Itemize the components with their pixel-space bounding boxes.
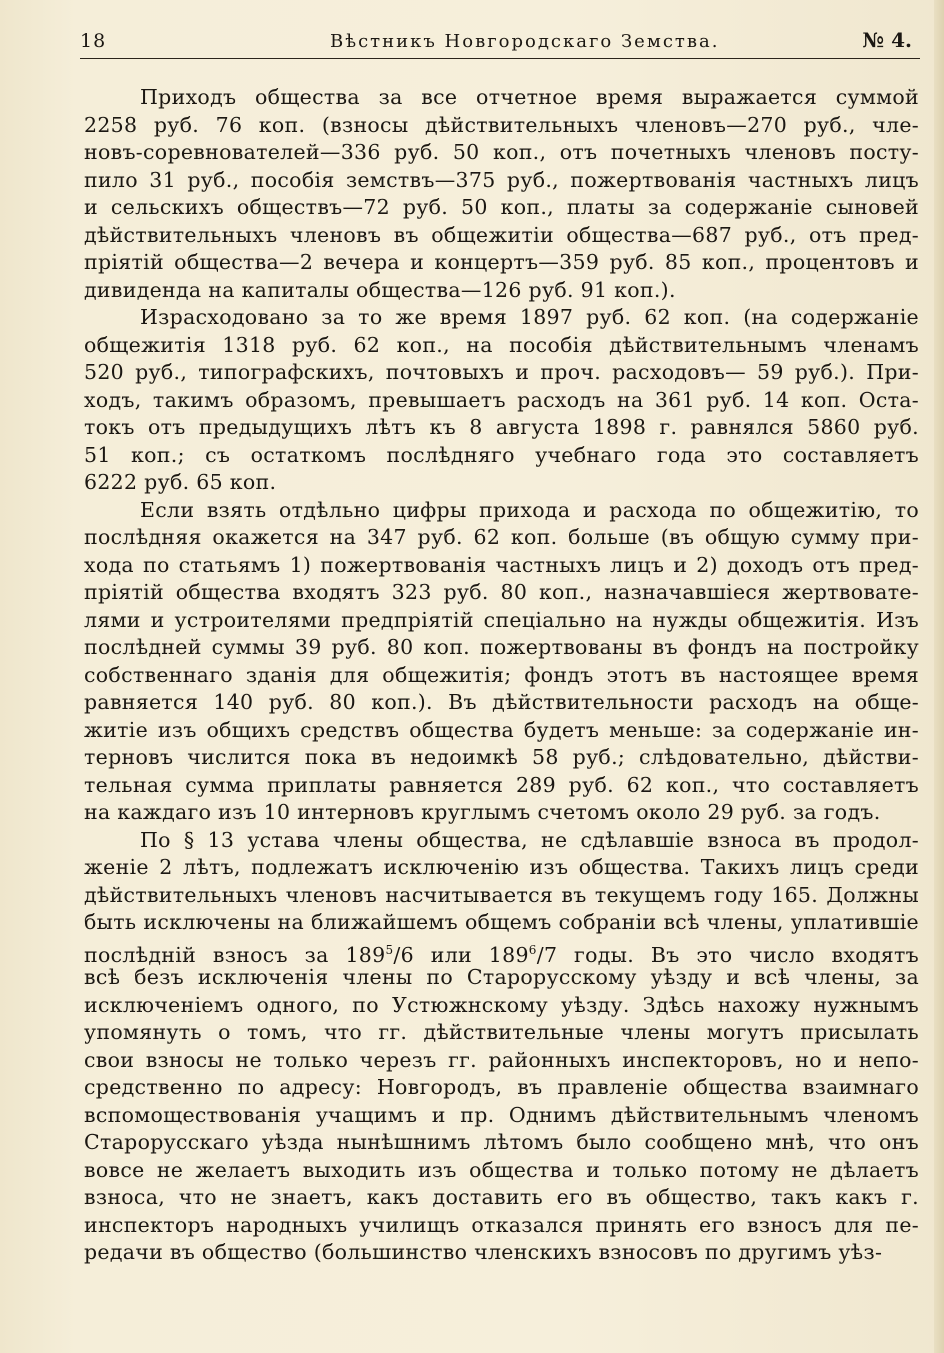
paragraph [84,304,919,497]
text-line: пріятій общества входятъ 323 руб. 80 коп., назначавшіеся жертвовате- [84,580,919,604]
text-line: 51 коп.; съ остаткомъ послѣдняго учебнаго года это составляетъ [84,442,919,467]
superscript: 5 [385,942,394,957]
text-line: средственно по адресу: Новгородъ, въ правленіе общества взаимнаго [84,1075,919,1099]
text-line: 2258 руб. 76 коп. (взносы дѣйствительныхъ членовъ—270 руб., чле- [84,112,919,137]
text-line: собственнаго зданія для общежитія; фондъ этотъ въ настоящее время [84,662,919,687]
text-line: свои взносы не только черезъ гг. районныхъ инспекторовъ, но и непо- [84,1047,919,1072]
paragraph [84,827,919,1267]
text-line: Израсходовано за то же время 1897 руб. 62 коп. (на содержаніе [140,305,919,329]
text-line: женіе 2 лѣтъ, подлежатъ исключенію изъ общества. Такихъ лицъ среди [84,855,919,879]
text-line: Если взять отдѣльно цифры прихода и расхода по общежитію, то [140,497,919,522]
text-line [84,937,919,965]
text-line: житіе изъ общихъ средствъ общества будетъ меньше: за содержаніе ин- [84,717,919,742]
text-line: терновъ числится пока въ недоимкѣ 58 руб.; слѣдовательно, дѣйстви- [84,745,919,769]
text-fragment: послѣдній взносъ за 189 [84,942,386,967]
running-header [80,28,918,56]
text-line: пріятій общества—2 вечера и концертъ—359 руб. 85 коп., процентовъ и [84,250,919,274]
text-line: редачи въ общество (большинство членскихъ взносовъ по другимъ уѣз- [84,1240,883,1264]
superscript: 6 [528,942,537,957]
text-line: 6222 руб. 65 коп. [84,470,277,494]
text-fragment: /6 или 189 [393,942,529,967]
text-line: послѣдней суммы 39 руб. 80 коп. пожертвованы въ фондъ на постройку [84,635,919,659]
text-line: и сельскихъ обществъ—72 руб. 50 коп., платы за содержаніе сыновей [84,195,919,219]
text-line: 520 руб., типографскихъ, почтовыхъ и проч. расходовъ— 59 руб.). При- [84,360,919,384]
text-line: упомянуть о томъ, что гг. дѣйствительные члены могутъ присылать [84,1020,919,1044]
text-line: дивиденда на капиталы общества—126 руб. 91 коп.). [84,277,676,302]
paragraph [84,497,919,827]
text-line: общежитія 1318 руб. 62 коп., на пособія дѣйствительнымъ членамъ [84,332,919,357]
page-number: 18 [80,30,107,52]
text-line: хода по статьямъ 1) пожертвованія частныхъ лицъ и 2) доходъ отъ пред- [84,552,919,577]
text-line: взноса, что не знаетъ, какъ доставить его въ общество, такъ какъ г. [84,1185,919,1209]
header-rule [80,58,920,59]
paragraph [84,84,919,304]
issue-number: № 4. [862,28,912,52]
text-line: тельная сумма приплаты равняется 289 руб. 62 коп., что составляетъ [84,772,919,797]
text-line: вспомоществованія учащимъ и пр. Однимъ дѣйствительнымъ членомъ [84,1102,919,1127]
text-line: Приходъ общества за все отчетное время выражается суммой [140,85,919,109]
text-line: на каждаго изъ 10 интерновъ круглымъ счетомъ около 29 руб. за годъ. [84,800,881,824]
text-line: пило 31 руб., пособія земствъ—375 руб., пожертвованія частныхъ лицъ [84,167,919,192]
text-line: Старорусскаго уѣзда нынѣшнимъ лѣтомъ было сообщено мнѣ, что онъ [84,1130,919,1154]
text-line: исключеніемъ одного, по Устюжнскому уѣзду. Здѣсь нахожу нужнымъ [84,992,919,1017]
text-line: По § 13 устава члены общества, не сдѣлавшіе взноса въ продол- [140,827,919,852]
text-line: всѣ безъ исключенія члены по Старорусскому уѣзду и всѣ члены, за [84,965,919,989]
text-line: дѣйствительныхъ членовъ въ общежитіи общества—687 руб., отъ пред- [84,222,919,247]
text-line: дѣйствительныхъ членовъ насчитывается въ текущемъ году 165. Должны [84,882,919,907]
text-line: новъ-соревнователей—336 руб. 50 коп., отъ почетныхъ членовъ посту- [84,140,919,164]
text-line: инспекторъ народныхъ училищъ отказался принять его взносъ для пе- [84,1212,919,1237]
page-edge [934,0,944,1353]
text-line: токъ отъ предыдущихъ лѣтъ къ 8 августа 1898 г. равнялся 5860 руб. [84,415,919,439]
text-line: ходъ, такимъ образомъ, превышаетъ расходъ на 361 руб. 14 коп. Оста- [84,387,919,412]
text-line: вовсе не желаетъ выходить изъ общества и только потому не дѣлаетъ [84,1157,919,1182]
text-line: равняется 140 руб. 80 коп.). Въ дѣйствительности расходъ на обще- [84,690,919,714]
journal-title: Вѣстникъ Новгородскаго Земства. [330,31,720,52]
text-line: послѣдняя окажется на 347 руб. 62 коп. больше (въ общую сумму при- [84,525,919,549]
text-line: лями и устроителями предпріятій спеціально на нужды общежитія. Изъ [84,607,919,632]
article-body [84,84,919,1267]
text-fragment: /7 годы. Въ это число входятъ [536,942,919,967]
text-line: быть исключены на ближайшемъ общемъ собраніи всѣ члены, уплатившіе [84,910,919,934]
